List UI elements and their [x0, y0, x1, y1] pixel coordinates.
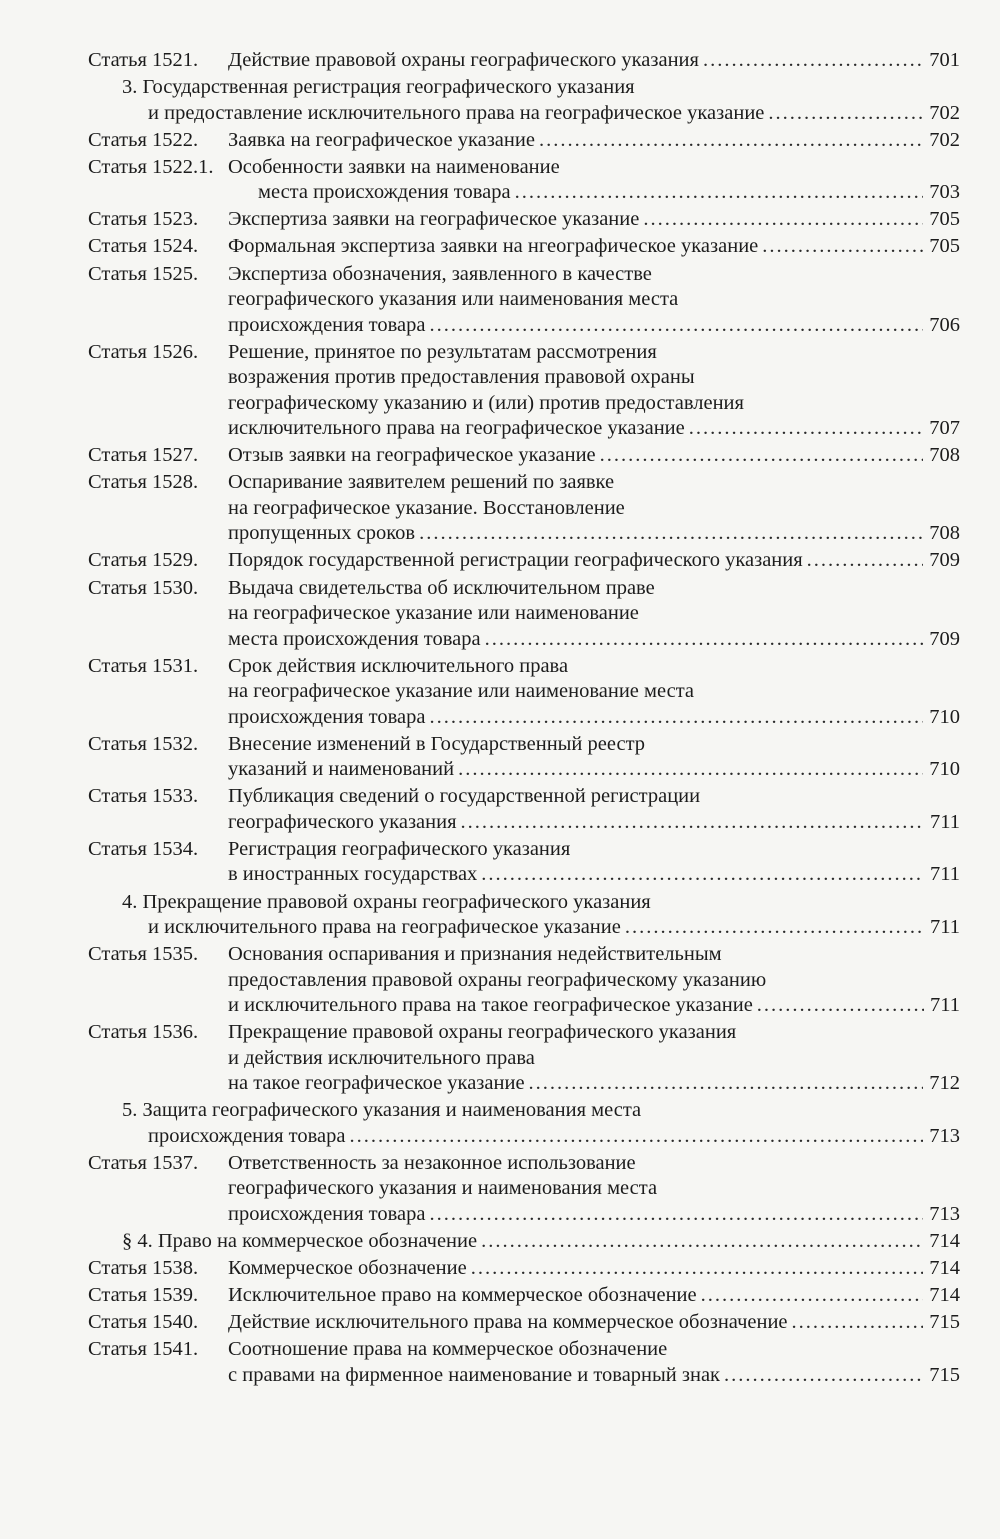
- toc-page-number: 701: [929, 49, 960, 71]
- toc-article-entry[interactable]: [88, 837, 960, 888]
- toc-entry-title-line: исключительного права на географическое указание: [228, 417, 685, 440]
- toc-page-number: 713: [929, 1124, 960, 1147]
- toc-entry-title-line: 4. Прекращение правовой охраны географического указания: [122, 890, 651, 913]
- toc-page-number: 709: [929, 549, 960, 572]
- dot-leader: [349, 1124, 923, 1150]
- dot-leader: [701, 1283, 924, 1309]
- toc-entry-title-line: предоставления правовой охраны географическому указанию: [228, 968, 767, 991]
- toc-entry-label: Статья 1540.: [88, 1311, 199, 1334]
- toc-article-entry[interactable]: [88, 340, 960, 442]
- toc-entry-label: Статья 1537.: [88, 1151, 199, 1174]
- toc-page-number: 714: [929, 1257, 960, 1280]
- toc-entry-label: Статья 1522.: [88, 128, 199, 151]
- toc-entry-title-line: происхождения товара: [148, 1124, 346, 1147]
- dot-leader: [429, 313, 923, 339]
- toc-entry-title-line: Публикация сведений о государственной регистрации: [228, 785, 701, 808]
- toc-article-entry[interactable]: [88, 128, 960, 154]
- toc-page-number: 702: [929, 128, 960, 151]
- toc-entry-title-line: на географическое указание или наименование: [228, 602, 639, 625]
- dot-leader: [762, 234, 923, 260]
- toc-entry-title-line: географическому указанию и (или) против предоставления: [228, 391, 744, 414]
- toc-entry-label: Статья 1541.: [88, 1338, 199, 1361]
- toc-entry-label: Статья 1522.1.: [88, 155, 214, 178]
- toc-article-entry[interactable]: [88, 1256, 960, 1282]
- toc-entry-title-line: Исключительное право на коммерческое обозначение: [228, 1284, 697, 1307]
- toc-entry-title-line: происхождения товара: [228, 1202, 426, 1225]
- toc-entry-title-line: § 4. Право на коммерческое обозначение: [122, 1229, 478, 1252]
- toc-entry-label: Статья 1534.: [88, 837, 199, 860]
- dot-leader: [643, 207, 923, 233]
- toc-page-number: 708: [929, 522, 960, 545]
- toc-entry-title-line: Срок действия исключительного права: [228, 654, 569, 677]
- toc-entry-label: Статья 1529.: [88, 549, 199, 572]
- toc-entry-title-line: Действие правовой охраны географического указания: [228, 49, 699, 71]
- toc-page-number: 707: [929, 417, 960, 440]
- toc-entry-title-line: происхождения товара: [228, 313, 426, 336]
- toc-entry-title-line: Отзыв заявки на географическое указание: [228, 444, 596, 467]
- toc-entry-title-line: Внесение изменений в Государственный реестр: [228, 732, 646, 755]
- toc-entry-title-line: пропущенных сроков: [228, 522, 416, 545]
- toc-entry-label: Статья 1524.: [88, 235, 199, 258]
- toc-page-number: 711: [930, 863, 960, 886]
- toc-entry-title-line: Заявка на географическое указание: [228, 128, 535, 151]
- dot-leader: [600, 443, 924, 469]
- toc-entry-title-line: и действия исключительного права: [228, 1046, 535, 1069]
- dot-leader: [807, 548, 924, 574]
- toc-entry-title-line: происхождения товара: [228, 705, 426, 728]
- toc-entry-label: Статья 1531.: [88, 654, 199, 677]
- toc-entry-title-line: Особенности заявки на наименование: [228, 155, 560, 178]
- toc-entry-title-line: на географическое указание или наименование места: [228, 680, 695, 703]
- toc-entry-label: Статья 1523.: [88, 208, 199, 231]
- toc-page-number: 703: [929, 181, 960, 204]
- toc-page-number: 711: [930, 810, 960, 833]
- dot-leader: [768, 101, 923, 127]
- toc-page-number: 710: [929, 705, 960, 728]
- toc-entry-label: Статья 1536.: [88, 1021, 199, 1044]
- toc-entry-title-line: географического указания или наименования места: [228, 288, 679, 311]
- toc-entry-title-line: и исключительного права на географическое указание: [148, 916, 621, 938]
- dot-leader: [429, 1202, 923, 1228]
- toc-entry-title-line: 5. Защита географического указания и наименования места: [122, 1099, 642, 1122]
- toc-page-number: 711: [930, 994, 960, 1017]
- dot-leader: [703, 48, 923, 74]
- toc-article-entry[interactable]: [88, 262, 960, 339]
- toc-entry-label: Статья 1535.: [88, 943, 199, 966]
- dot-leader: [792, 1310, 924, 1336]
- toc-entry-label: Статья 1532.: [88, 732, 199, 755]
- toc-entry-label: Статья 1527.: [88, 444, 199, 467]
- toc-entry-label: Статья 1533.: [88, 785, 199, 808]
- toc-entry-title-line: Формальная экспертиза заявки на нгеографическое указание: [228, 235, 759, 258]
- toc-entry-title-line: Решение, принятое по результатам рассмотрения: [228, 340, 657, 363]
- toc-page-number: 712: [929, 1072, 960, 1095]
- toc-entry-title-line: географического указания и наименования места: [228, 1177, 658, 1200]
- toc-entry-title-line: и предоставление исключительного права на географическое указание: [148, 101, 765, 124]
- toc-page-number: 715: [929, 1363, 960, 1386]
- toc-entry-label: Статья 1526.: [88, 340, 199, 363]
- toc-section-entry[interactable]: [88, 890, 960, 941]
- toc-entry-title-line: на географическое указание. Восстановление: [228, 496, 625, 519]
- toc-article-entry[interactable]: [88, 732, 960, 783]
- dot-leader: [481, 862, 924, 888]
- toc-entry-title-line: Прекращение правовой охраны географического указания: [228, 1021, 737, 1044]
- toc-entry-title-line: Ответственность за незаконное использование: [228, 1151, 636, 1174]
- toc-article-entry[interactable]: [88, 207, 960, 233]
- toc-article-entry[interactable]: [88, 1020, 960, 1097]
- toc-entry-title-line: и исключительного права на такое географическое указание: [228, 994, 753, 1017]
- toc-entry-title-line: Порядок государственной регистрации географического указания: [228, 549, 803, 572]
- dot-leader: [724, 1363, 923, 1389]
- toc-page-number: 715: [929, 1311, 960, 1334]
- dot-leader: [429, 705, 923, 731]
- toc-entry-title-line: Экспертиза заявки на географическое указание: [228, 208, 640, 231]
- toc-entry-title-line: Коммерческое обозначение: [228, 1257, 467, 1280]
- toc-article-entry[interactable]: [88, 48, 960, 74]
- dot-leader: [419, 521, 923, 547]
- toc-entry-title-line: с правами на фирменное наименование и товарный знак: [228, 1363, 721, 1386]
- toc-entry-title-line: указаний и наименований: [228, 758, 455, 781]
- dot-leader: [485, 627, 924, 653]
- toc-entry-title-line: Оспаривание заявителем решений по заявке: [228, 471, 615, 494]
- toc-page-number: 706: [929, 313, 960, 336]
- toc-page-number: 702: [929, 101, 960, 124]
- toc-entry-label: Статья 1528.: [88, 471, 199, 494]
- dot-leader: [529, 1071, 924, 1097]
- toc-article-entry[interactable]: [88, 1310, 960, 1336]
- toc-article-entry[interactable]: [88, 784, 960, 835]
- toc-article-entry[interactable]: [88, 234, 960, 260]
- toc-entry-title-line: Действие исключительного права на коммерческое обозначение: [228, 1311, 788, 1334]
- dot-leader: [471, 1256, 924, 1282]
- toc-article-entry[interactable]: [88, 576, 960, 653]
- toc-page-number: 705: [929, 208, 960, 231]
- toc-entry-title-line: Регистрация географического указания: [228, 837, 571, 860]
- toc-entry-label: Статья 1538.: [88, 1257, 199, 1280]
- toc-section-entry[interactable]: [88, 1229, 960, 1255]
- dot-leader: [689, 416, 924, 442]
- toc-article-entry[interactable]: [88, 470, 960, 547]
- dot-leader: [539, 128, 923, 154]
- toc-entry-title-line: 3. Государственная регистрация географического указания: [122, 76, 635, 99]
- dot-leader: [757, 993, 924, 1019]
- table-of-contents: [88, 48, 960, 1390]
- toc-entry-label: Статья 1521.: [88, 49, 199, 71]
- dot-leader: [458, 757, 923, 783]
- toc-entry-title-line: места происхождения товара: [228, 627, 481, 650]
- toc-page-number: 713: [929, 1202, 960, 1225]
- toc-entry-label: Статья 1530.: [88, 576, 199, 599]
- toc-page-number: 714: [929, 1284, 960, 1307]
- toc-entry-label: Статья 1539.: [88, 1284, 199, 1307]
- toc-page-number: 705: [929, 235, 960, 258]
- toc-article-entry[interactable]: [88, 942, 960, 1019]
- dot-leader: [481, 1229, 923, 1255]
- toc-article-entry[interactable]: [88, 1337, 960, 1388]
- toc-entry-label: Статья 1525.: [88, 262, 199, 285]
- toc-section-entry[interactable]: [88, 75, 960, 126]
- toc-entry-title-line: на такое географическое указание: [228, 1072, 525, 1095]
- dot-leader: [625, 915, 924, 941]
- toc-entry-title-line: географического указания: [228, 810, 457, 833]
- toc-entry-title-line: Выдача свидетельства об исключительном праве: [228, 576, 655, 599]
- toc-article-entry[interactable]: [88, 1283, 960, 1309]
- toc-article-entry[interactable]: [88, 1151, 960, 1228]
- dot-leader: [461, 810, 924, 836]
- toc-article-entry[interactable]: [88, 548, 960, 574]
- dot-leader: [515, 180, 924, 206]
- toc-entry-title-line: Экспертиза обозначения, заявленного в качестве: [228, 262, 652, 285]
- toc-page-number: 710: [929, 758, 960, 781]
- toc-page-number: 711: [930, 916, 960, 938]
- toc-page-number: 708: [929, 444, 960, 467]
- toc-entry-title-line: Основания оспаривания и признания недействительным: [228, 943, 722, 966]
- toc-entry-title-line: места происхождения товара: [258, 181, 511, 204]
- toc-page-number: 714: [929, 1229, 960, 1252]
- toc-article-entry[interactable]: [88, 654, 960, 731]
- toc-page-number: 709: [929, 627, 960, 650]
- toc-entry-title-line: в иностранных государствах: [228, 863, 478, 886]
- toc-entry-title-line: возражения против предоставления правовой охраны: [228, 366, 695, 389]
- toc-section-entry[interactable]: [88, 1098, 960, 1149]
- toc-article-entry[interactable]: [88, 443, 960, 469]
- toc-entry-title-line: Соотношение права на коммерческое обозначение: [228, 1338, 668, 1361]
- toc-article-entry[interactable]: [88, 155, 960, 206]
